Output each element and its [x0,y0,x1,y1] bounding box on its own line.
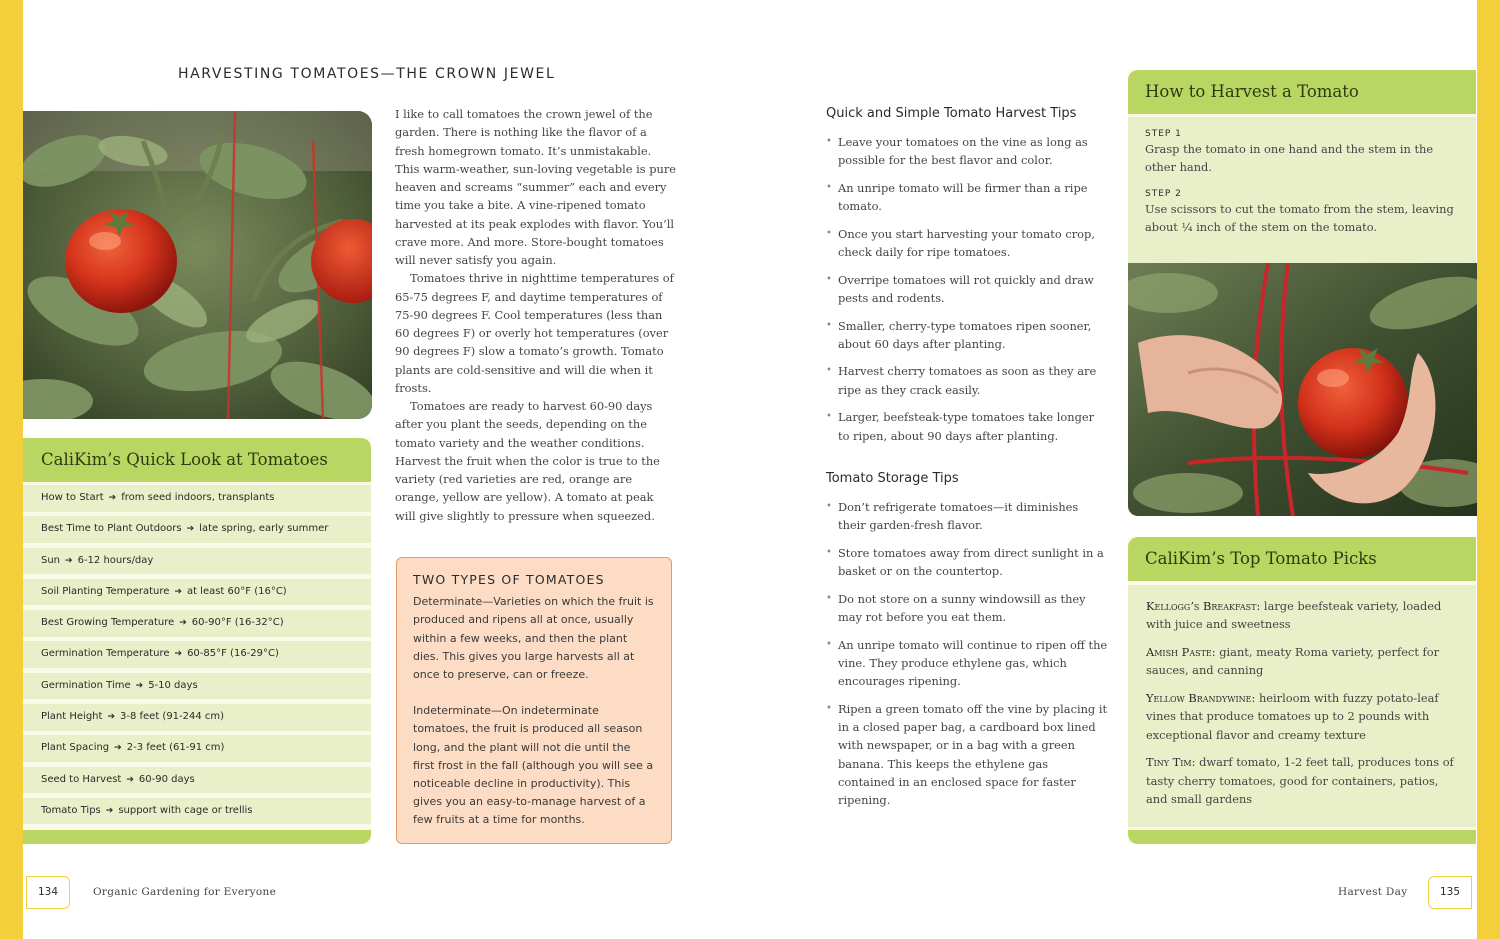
tip-item: • Do not store on a sunny windowsill as they may rot before you eat them. [826,590,1108,627]
quick-look-row [23,579,371,606]
quick-look-value: 60-85°F (16-29°C) [187,648,279,660]
arrow-right-icon: ➔ [107,712,115,723]
quick-look-row [23,767,371,794]
tomato-variety-name: Yellow Brandywine: [1146,691,1256,705]
tip-item: • Ripen a green tomato off the vine by placing it in a closed paper bag, a cardboard box lined with newspaper, or in a bag with a green banana. This keeps the ethylene gas contained in an enclosed space for faster ripening. [826,700,1108,810]
tip-item: • Overripe tomatoes will rot quickly and draw pests and rodents. [826,271,1106,308]
quick-look-title: CaliKim’s Quick Look at Tomatoes [41,450,328,469]
tomato-pick [1146,643,1462,680]
tomato-variety-description: large beefsteak variety, loaded with juice and sweetness [1146,599,1442,632]
quick-look-label: Best Growing Temperature [41,617,175,629]
tip-item: • Store tomatoes away from direct sunlight in a basket or on the countertop. [826,544,1108,581]
intro-paragraph: I like to call tomatoes the crown jewel of the garden. There is nothing like the flavor of a fresh homegrown tomato. It’s unmistakable. This warm-weather, sun-loving vegetable is pure heaven and screams “summer” each and every time you take a bite. A vine-ripened tomato harvested at its peak explodes with flavor. You’ll crave more. And more. Store-bought tomatoes will never satisfy you again. [395,107,677,267]
step-text: Use scissors to cut the tomato from the stem, leaving about ¼ inch of the stem on the tomato. [1145,201,1454,234]
arrow-right-icon: ➔ [174,649,183,660]
tip-item: • An unripe tomato will continue to ripen off the vine. They produce ethylene gas, which encourages ripening. [826,636,1108,691]
determinate-definition [413,593,655,684]
quick-look-value: 5-10 days [148,679,198,691]
intro-paragraph: Tomatoes thrive in nighttime temperatures of 65-75 degrees F, and daytime temperatures of 75-90 degrees F. Cool temperatures (less than 60 degrees F) or overly hot temperatures (over 90 degrees F) slow a tomato’s growth. Tomato plants are cold-sensitive and will die when it frosts. [395,271,674,395]
arrow-right-icon: ➔ [126,774,134,785]
two-types-box [396,557,672,844]
indeterminate-text: —On indeterminate tomatoes, the fruit is produced all season long, and the plant will not die until the first frost in the fall (although you will see a noticeable decline in productivity). This gives you an easy-to-manage harvest of a few fruits at a time for months. [413,704,654,827]
quick-look-label: Seed to Harvest [41,773,122,785]
left-page-edge [0,0,23,939]
tomato-pick [1146,597,1462,634]
step-label: STEP 1 [1145,129,1182,139]
tip-item: • Harvest cherry tomatoes as soon as they are ripe as they crack easily. [826,362,1106,399]
how-to-harvest-header [1128,70,1476,114]
quick-look-row [23,516,371,543]
storage-tips-list [826,498,1108,819]
quick-look-row [23,735,371,762]
quick-look-row [23,798,371,825]
indeterminate-definition [413,702,655,829]
top-picks-title: CaliKim’s Top Tomato Picks [1145,549,1377,568]
tomato-variety-description: giant, meaty Roma variety, perfect for sauces, and canning [1146,645,1440,678]
right-page-number: 135 [1428,876,1472,909]
quick-look-label: Best Time to Plant Outdoors [41,523,182,535]
quick-look-row [23,485,371,512]
intro-paragraph: Tomatoes are ready to harvest 60-90 days after you plant the seeds, depending on the tomato variety and the weather conditions. Harvest the fruit when the color is true to the variety (red varieties are red, orange are orange, yellow are yellow). A tomato at peak will give slightly to pressure when squeezed. [395,399,660,523]
top-picks-box [1128,537,1476,844]
arrow-right-icon: ➔ [105,805,114,816]
how-to-harvest-steps [1128,117,1476,264]
quick-look-label: Soil Planting Temperature [41,585,170,597]
quick-look-footer-bar [23,830,371,844]
arrow-right-icon: ➔ [135,680,144,691]
tip-item: • Don’t refrigerate tomatoes—it diminishes their garden-fresh flavor. [826,498,1108,535]
how-to-harvest-title: How to Harvest a Tomato [1145,82,1359,101]
quick-look-label: Plant Height [41,711,103,723]
quick-look-value: at least 60°F (16°C) [186,585,287,597]
section-title: HARVESTING TOMATOES—THE CROWN JEWEL [178,66,556,82]
right-page-edge [1477,0,1500,939]
quick-look-row [23,610,371,637]
quick-look-row [23,673,371,700]
indeterminate-term: Indeterminate [413,704,491,718]
arrow-right-icon: ➔ [65,555,73,566]
arrow-right-icon: ➔ [174,586,182,597]
quick-look-value: late spring, early summer [199,523,329,535]
quick-look-value: 6-12 hours/day [77,554,154,566]
quick-look-row [23,641,371,668]
arrow-right-icon: ➔ [108,493,117,503]
tip-item: • Smaller, cherry-type tomatoes ripen sooner, about 60 days after planting. [826,317,1106,354]
determinate-text: —Varieties on which the fruit is produced and ripens all at once, usually within a few weeks, and then the plant dies. This gives you large harvests all at once to preserve, can or freeze. [413,595,654,682]
tomato-pick [1146,689,1462,744]
determinate-term: Determinate [413,595,483,609]
tomato-pick [1146,753,1462,808]
quick-look-value: 2-3 feet (61-91 cm) [126,742,225,754]
how-to-harvest-box [1128,70,1476,264]
quick-look-label: Plant Spacing [41,742,110,754]
harvest-tips-list [826,133,1106,454]
harvest-tips-heading: Quick and Simple Tomato Harvest Tips [826,106,1077,121]
quick-look-label: Sun [41,554,61,566]
tip-item: • An unripe tomato will be firmer than a ripe tomato. [826,179,1106,216]
top-picks-footer-bar [1128,830,1476,844]
left-page-number: 134 [26,876,70,909]
top-picks-list [1128,585,1476,827]
quick-look-value: support with cage or trellis [118,804,253,816]
book-title-footer: Organic Gardening for Everyone [93,886,277,898]
chapter-title-footer: Harvest Day [1338,886,1408,898]
intro-text [395,105,677,525]
top-picks-header [1128,537,1476,581]
quick-look-value: from seed indoors, transplants [121,492,275,503]
quick-look-label: Germination Temperature [41,648,170,660]
tip-item: • Leave your tomatoes on the vine as long as possible for the best flavor and color. [826,133,1106,170]
tomato-variety-description: dwarf tomato, 1-2 feet tall, produces tons of tasty cherry tomatoes, good for containers, patios, and small gardens [1146,755,1454,806]
storage-tips-heading: Tomato Storage Tips [826,471,959,486]
arrow-right-icon: ➔ [186,524,195,535]
tomato-plant-photo [23,111,372,419]
tomato-variety-name: Tiny Tim: [1146,755,1196,770]
quick-look-value: 60-90 days [138,773,195,785]
hand-harvesting-photo [1128,263,1477,516]
tomato-variety-name: Amish Paste: [1146,645,1216,659]
step-text: Grasp the tomato in one hand and the stem in the other hand. [1145,142,1434,175]
quick-look-row [23,704,371,731]
quick-look-sidebar [23,438,371,844]
tomato-variety-name: Kellogg’s Breakfast: [1146,599,1261,613]
quick-look-header [23,438,371,482]
quick-look-value: 3-8 feet (91-244 cm) [119,711,225,723]
tip-item: • Larger, beefsteak-type tomatoes take longer to ripen, about 90 days after planting. [826,408,1106,445]
quick-look-label: Tomato Tips [41,804,101,816]
quick-look-label: How to Start [41,492,104,503]
arrow-right-icon: ➔ [179,618,187,629]
quick-look-row [23,548,371,575]
tomato-variety-description: heirloom with fuzzy potato-leaf vines that produce tomatoes up to 2 pounds with exceptional flavor and creamy texture [1146,691,1439,742]
quick-look-rows [23,485,371,829]
quick-look-label: Germination Time [41,679,131,691]
two-types-title: TWO TYPES OF TOMATOES [413,572,605,587]
tip-item: • Once you start harvesting your tomato crop, check daily for ripe tomatoes. [826,225,1106,262]
step-label: STEP 2 [1145,188,1182,199]
quick-look-value: 60-90°F (16-32°C) [191,617,284,629]
arrow-right-icon: ➔ [114,743,122,754]
